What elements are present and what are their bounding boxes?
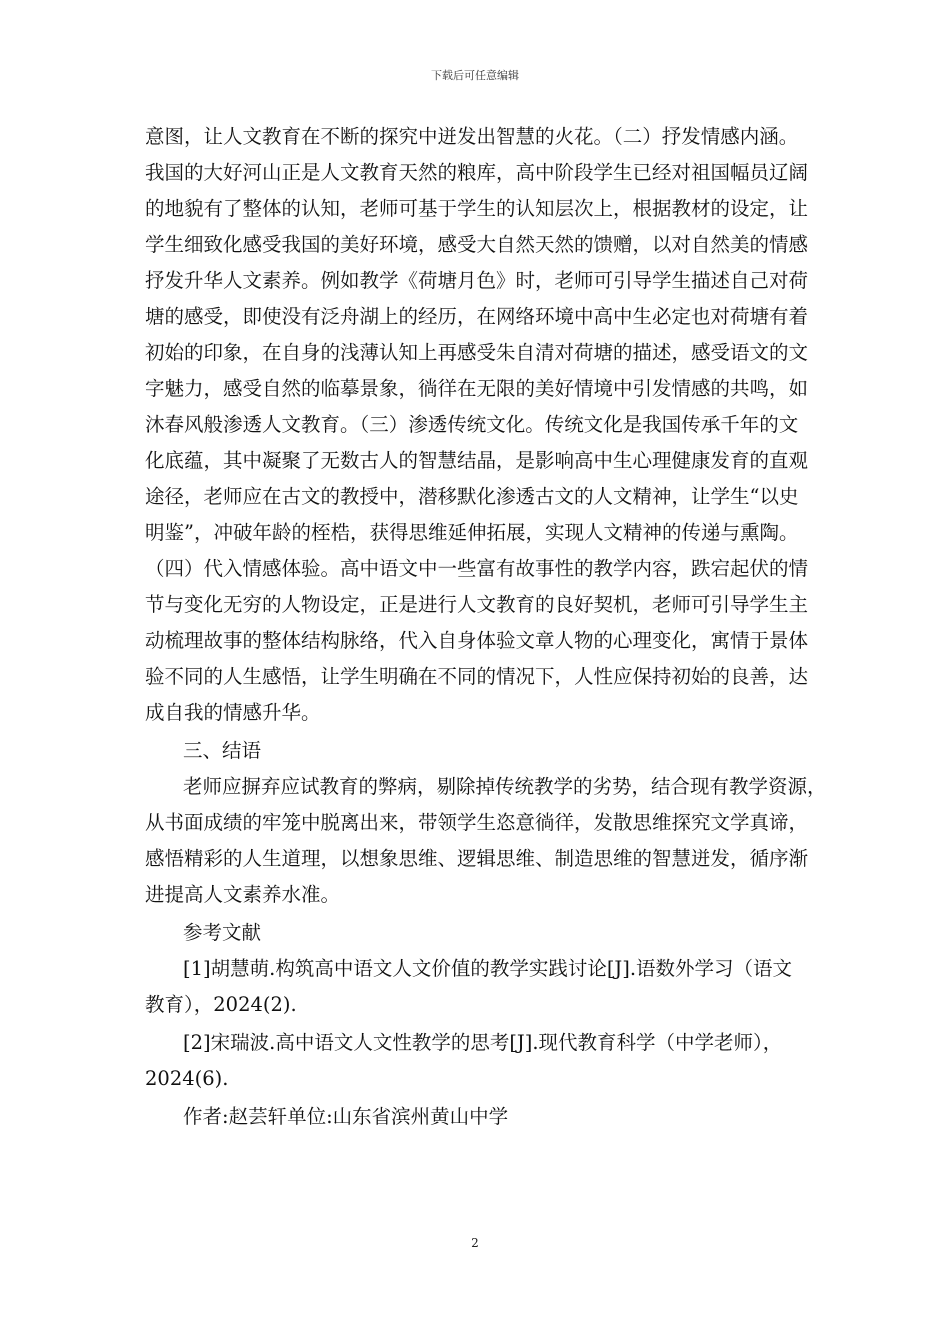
body-line: 初始的印象，在自身的浅薄认知上再感受朱自清对荷塘的描述，感受语文的文 xyxy=(145,341,809,364)
references-heading: 参考文献 xyxy=(183,921,262,944)
body-line: 抒发升华人文素养。例如教学《荷塘月色》时，老师可引导学生描述自己对荷 xyxy=(145,269,809,292)
reference-item-continued: 2024(6). xyxy=(145,1067,229,1090)
body-line: 成自我的情感升华。 xyxy=(145,701,321,724)
body-line: （四）代入情感体验。高中语文中一些富有故事性的教学内容，跌宕起伏的情 xyxy=(145,557,809,580)
page-header: 下载后可任意编辑 xyxy=(431,69,519,82)
body-line: 验不同的人生感悟，让学生明确在不同的情况下，人性应保持初始的良善，达 xyxy=(145,665,809,688)
body-line: 化底蕴，其中凝聚了无数古人的智慧结晶，是影响高中生心理健康发育的直观 xyxy=(145,449,809,472)
body-line: 节与变化无穷的人物设定，正是进行人文教育的良好契机，老师可引导学生主 xyxy=(145,593,809,616)
conclusion-line: 进提高人文素养水准。 xyxy=(145,883,341,906)
conclusion-line: 从书面成绩的牢笼中脱离出来，带领学生恣意徜徉，发散思维探究文学真谛， xyxy=(145,811,809,834)
body-line: 我国的大好河山正是人文教育天然的粮库，高中阶段学生已经对祖国幅员辽阔 xyxy=(145,161,809,184)
body-line: 学生细致化感受我国的美好环境，感受大自然天然的馈赠，以对自然美的情感 xyxy=(145,233,809,256)
body-line: 意图，让人文教育在不断的探究中迸发出智慧的火花。（二）抒发情感内涵。 xyxy=(145,125,799,148)
author-affiliation: 作者:赵芸轩单位:山东省滨州黄山中学 xyxy=(183,1105,509,1128)
body-line: 塘的感受，即使没有泛舟湖上的经历，在网络环境中高中生必定也对荷塘有着 xyxy=(145,305,809,328)
reference-item-continued: 教育），2024(2). xyxy=(145,993,297,1016)
conclusion-line: 感悟精彩的人生道理，以想象思维、逻辑思维、制造思维的智慧迸发，循序渐 xyxy=(145,847,809,870)
reference-item: [1]胡慧萌.构筑高中语文人文价值的教学实践讨论[J].语数外学习（语文 xyxy=(183,957,793,980)
conclusion-line: 老师应摒弃应试教育的弊病，剔除掉传统教学的劣势，结合现有教学资源， xyxy=(183,775,827,798)
body-line: 动梳理故事的整体结构脉络，代入自身体验文章人物的心理变化，寓情于景体 xyxy=(145,629,809,652)
body-line: 明鉴”，冲破年龄的桎梏，获得思维延伸拓展，实现人文精神的传递与熏陶。 xyxy=(145,521,799,544)
body-line: 途径，老师应在古文的教授中，潜移默化渗透古文的人文精神，让学生“以史 xyxy=(145,485,799,508)
body-line: 沐春风般渗透人文教育。（三）渗透传统文化。传统文化是我国传承千年的文 xyxy=(145,413,799,436)
reference-item: [2]宋瑞波.高中语文人文性教学的思考[J].现代教育科学（中学老师）， xyxy=(183,1031,783,1054)
page-number: 2 xyxy=(471,1236,479,1250)
body-line: 字魅力，感受自然的临摹景象，徜徉在无限的美好情境中引发情感的共鸣，如 xyxy=(145,377,809,400)
body-line: 的地貌有了整体的认知，老师可基于学生的认知层次上，根据教材的设定，让 xyxy=(145,197,809,220)
section-heading: 三、结语 xyxy=(183,739,262,762)
